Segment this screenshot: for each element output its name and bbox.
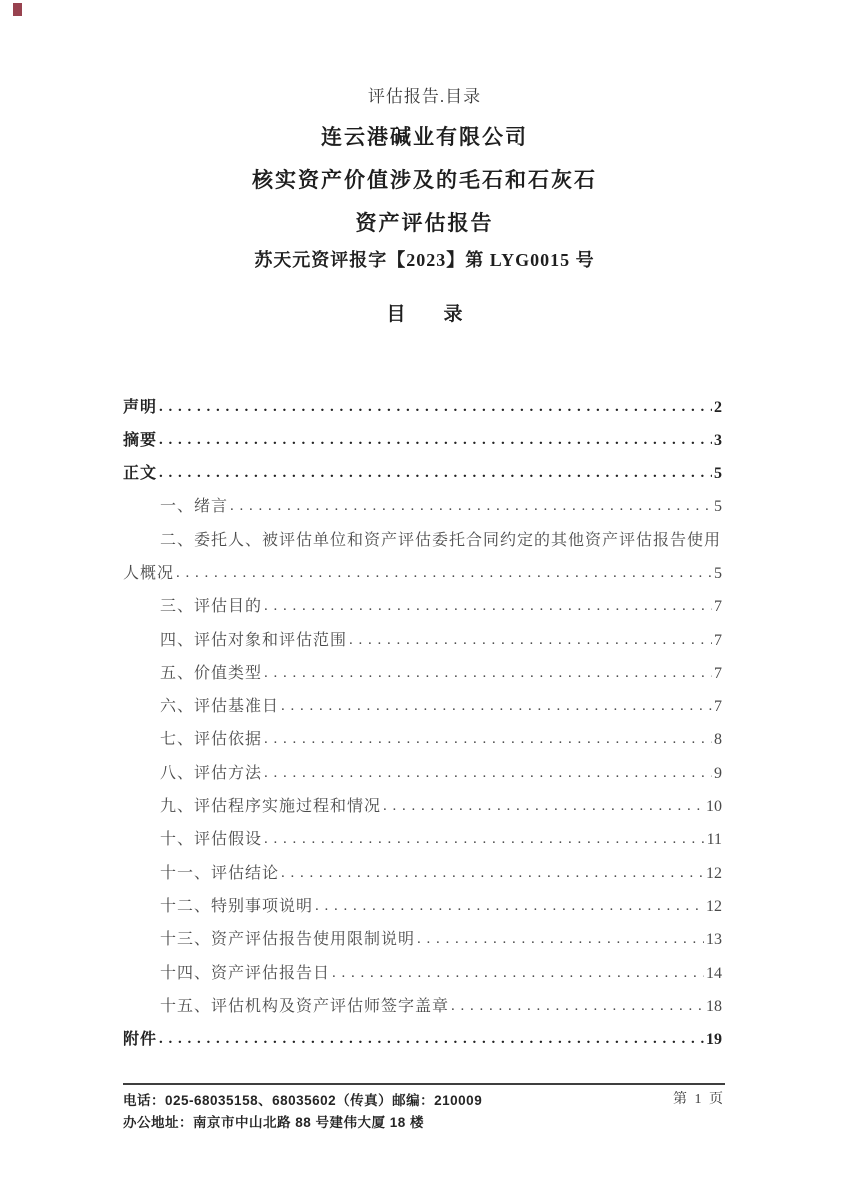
footer-address-line: 办公地址：南京市中山北路 88 号建伟大厦 18 楼 [123, 1115, 425, 1130]
toc-leader-dots [383, 798, 704, 815]
page-header-label: 评估报告.目录 [367, 87, 482, 106]
toc-leader-dots [315, 898, 704, 915]
toc-leader-dots [451, 998, 704, 1015]
toc-entry [123, 982, 722, 1015]
toc-entry [123, 849, 722, 882]
toc-entry-page-number: 7 [714, 698, 722, 716]
toc-entry-page-number: 7 [714, 631, 722, 649]
toc-leader-dots [281, 698, 712, 715]
toc-leader-dots [264, 765, 712, 782]
toc-entry-label: 附件 [123, 1031, 158, 1049]
footer-phone-line: 电话：025-68035158、68035602（传真）邮编：210009 [123, 1093, 483, 1108]
toc-entry [123, 549, 722, 582]
toc-entry-label: 十五、评估机构及资产评估师签字盖章 [160, 997, 450, 1015]
toc-leader-dots [332, 965, 704, 982]
toc-entry [123, 383, 722, 416]
footer-divider [123, 1083, 725, 1085]
toc-entry-label: 二、委托人、被评估单位和资产评估委托合同约定的其他资产评估报告使用 [160, 531, 722, 549]
toc-entry [123, 649, 722, 682]
footer-page-number: 第 1 页 [673, 1092, 725, 1107]
toc-entry [123, 516, 722, 549]
toc-entry-label: 十四、资产评估报告日 [160, 964, 331, 982]
toc-entry [123, 483, 722, 516]
report-type-title: 资产评估报告 [355, 211, 494, 235]
toc-entry-page-number: 11 [706, 831, 722, 849]
toc-entry-label: 十、评估假设 [160, 831, 263, 849]
toc-leader-dots [159, 465, 712, 482]
toc-leader-dots [264, 598, 712, 615]
toc-entry-page-number: 2 [714, 398, 722, 416]
toc-entry-page-number: 14 [706, 964, 722, 982]
toc-entry-page-number: 8 [714, 731, 722, 749]
toc-entry-label: 人概况 [123, 564, 175, 582]
toc-entry-label: 四、评估对象和评估范围 [160, 631, 348, 649]
toc-entry-page-number: 9 [714, 764, 722, 782]
toc-entry-page-number: 7 [714, 664, 722, 682]
toc-entry-label: 九、评估程序实施过程和情况 [160, 798, 382, 816]
toc-entry [123, 716, 722, 749]
toc-entry [123, 783, 722, 816]
toc-entry-label: 十一、评估结论 [160, 864, 280, 882]
company-title: 连云港碱业有限公司 [321, 125, 528, 149]
toc-entry-label: 十二、特别事项说明 [160, 897, 314, 915]
report-subject-title: 核实资产价值涉及的毛石和石灰石 [252, 168, 597, 192]
toc-entry [123, 583, 722, 616]
toc-entry [123, 416, 722, 449]
toc-entry-page-number: 5 [714, 465, 722, 483]
toc-entry-label: 声明 [123, 398, 158, 416]
toc-leader-dots [159, 1031, 704, 1048]
toc-entry-page-number: 12 [706, 897, 722, 915]
toc-leader-dots [176, 565, 712, 582]
toc-entry-page-number: 10 [706, 798, 722, 816]
toc-list [123, 383, 722, 1049]
toc-leader-dots [159, 399, 712, 416]
toc-leader-dots [281, 865, 704, 882]
toc-entry-page-number: 18 [706, 997, 722, 1015]
toc-entry-label: 十三、资产评估报告使用限制说明 [160, 931, 416, 949]
toc-leader-dots [264, 831, 705, 848]
toc-entry-page-number: 5 [714, 564, 722, 582]
toc-leader-dots [159, 432, 712, 449]
toc-leader-dots [264, 665, 712, 682]
toc-entry-page-number: 7 [714, 598, 722, 616]
toc-entry-page-number: 3 [714, 431, 722, 449]
toc-entry-label: 五、价值类型 [160, 664, 263, 682]
toc-leader-dots [417, 931, 704, 948]
toc-entry [123, 749, 722, 782]
toc-entry [123, 450, 722, 483]
toc-entry-label: 七、评估依据 [160, 731, 263, 749]
toc-entry-label: 一、绪言 [160, 498, 229, 516]
toc-entry-label: 摘要 [123, 431, 158, 449]
toc-entry-page-number: 19 [706, 1031, 722, 1049]
toc-entry-label: 三、评估目的 [160, 598, 263, 616]
toc-entry [123, 683, 722, 716]
toc-entry-page-number: 12 [706, 864, 722, 882]
toc-entry-label: 六、评估基准日 [160, 698, 280, 716]
toc-entry-page-number: 5 [714, 498, 722, 516]
toc-entry [123, 949, 722, 982]
scan-artifact-red-mark [13, 3, 22, 16]
toc-entry [123, 1016, 722, 1049]
toc-entry [123, 916, 722, 949]
toc-entry-label: 正文 [123, 465, 158, 483]
toc-entry [123, 882, 722, 915]
toc-leader-dots [264, 731, 712, 748]
report-number: 苏天元资评报字【2023】第 LYG0015 号 [254, 250, 595, 270]
toc-heading: 目 录 [386, 304, 463, 325]
toc-entry-label: 八、评估方法 [160, 764, 263, 782]
toc-leader-dots [230, 498, 712, 515]
toc-entry [123, 816, 722, 849]
toc-entry-page-number: 13 [706, 931, 722, 949]
toc-leader-dots [349, 632, 712, 649]
toc-entry [123, 616, 722, 649]
